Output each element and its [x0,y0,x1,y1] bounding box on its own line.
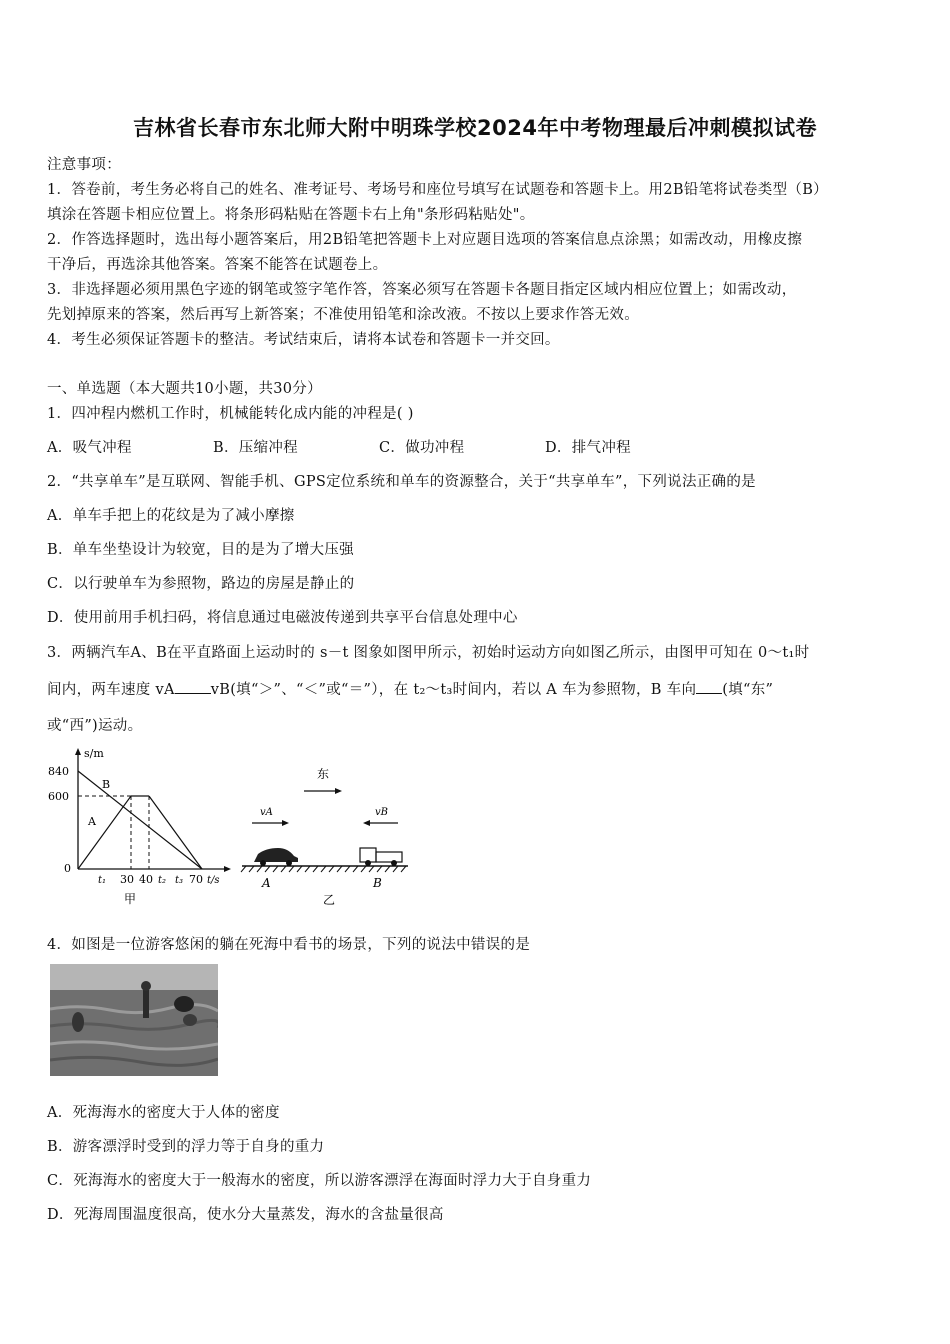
y-label: s/m [84,747,104,760]
notice-line: 2．作答选择题时，选出每小题答案后，用2B铅笔把答题卡上对应题目选项的答案信息点涂黑；如需改动，用橡皮擦 [47,232,803,248]
truck-cab [360,848,376,862]
car-a-wheel [286,860,292,866]
q4-option-c[interactable]: C．死海海水的密度大于一般海水的密度，所以游客漂浮在海面时浮力大于自身重力 [47,1173,592,1189]
line-a-fall [149,796,202,869]
x-tick-70: 70 [189,873,203,886]
swimmer-figure [143,990,149,1018]
east-arrow-head [335,788,342,794]
x-label: t/s [207,875,220,886]
q2-stem: 2．“共享单车”是互联网、智能手机、GPS定位系统和单车的资源整合，关于“共享单车”，下列说法正确的是 [47,474,756,490]
q2-option-a[interactable]: A．单车手把上的花纹是为了减小摩擦 [47,508,295,524]
notice-line: 1．答卷前，考生务必将自己的姓名、准考证号、考场号和座位号填写在试题卷和答题卡上。用2B铅笔将试卷类型（B） [47,182,828,198]
cars-diagram [236,762,416,910]
caption-jia: 甲 [124,892,137,905]
q1-option-d[interactable]: D．排气冲程 [545,440,631,456]
y-tick-600: 600 [48,790,69,803]
truck-bed [376,852,402,862]
car-a-wheel [260,860,266,866]
q1-stem: 1．四冲程内燃机工作时，机械能转化成内能的冲程是( ) [47,406,414,422]
q3-line1: 3．两辆汽车A、B在平直路面上运动时的 s－t 图象如图甲所示，初始时运动方向如图乙所示，由图甲可知在 0～t₁时 [47,645,810,661]
dead-sea-photo [50,964,218,1076]
notice-heading: 注意事项： [47,157,121,173]
notice-line: 填涂在答题卡相应位置上。将条形码粘贴在答题卡右上角"条形码粘贴处"。 [47,207,535,223]
q1-option-b[interactable]: B．压缩冲程 [213,440,298,456]
st-graph [44,745,234,905]
q1-option-c[interactable]: C．做功冲程 [379,440,465,456]
va-arrow-head [282,820,289,826]
q2-option-c[interactable]: C．以行驶单车为参照物，路边的房屋是静止的 [47,576,355,592]
photo-sky [50,964,218,990]
line-b [78,771,202,869]
label-a: A [88,815,96,828]
q3-line2-part3: (填“东” [722,682,774,698]
q2-option-d[interactable]: D．使用前用手机扫码，将信息通过电磁波传递到共享平台信息处理中心 [47,610,518,626]
caption-yi: 乙 [323,893,336,907]
car-a [254,848,298,862]
notice-line: 干净后，再选涂其他答案。答案不能答在试题卷上。 [47,257,388,273]
y-axis-arrow [75,748,81,755]
x-tick-t1: t₁ [98,875,107,886]
car-a-label: A [262,876,271,890]
q2-option-b[interactable]: B．单车坐垫设计为较宽，目的是为了增大压强 [47,542,354,558]
swimmer-figure [72,1012,84,1032]
q3-line2-part1: 间内，两车速度 vA [47,682,175,698]
east-label: 东 [317,767,330,781]
notice-line: 4．考生必须保证答题卡的整洁。考试结束后，请将本试卷和答题卡一并交回。 [47,332,560,348]
q4-option-b[interactable]: B．游客漂浮时受到的浮力等于自身的重力 [47,1139,325,1155]
vb-arrow-head [363,820,370,826]
x-tick-t2: t₂ [158,875,167,886]
q4-option-a[interactable]: A．死海海水的密度大于人体的密度 [47,1105,280,1121]
car-b-label: B [373,876,382,890]
truck-wheel [391,860,397,866]
x-tick-t3: t₃ [175,875,184,886]
va-label: vA [260,807,273,818]
swimmer-figure [174,996,194,1012]
y-tick-0: 0 [64,862,71,875]
q4-option-d[interactable]: D．死海周围温度很高，使水分大量蒸发，海水的含盐量很高 [47,1207,444,1223]
notice-line: 3．非选择题必须用黑色字迹的钢笔或签字笔作答，答案必须写在答题卡各题目指定区域内相应位置上；如需改动， [47,282,797,298]
notice-line: 先划掉原来的答案，然后再写上新答案；不准使用铅笔和涂改液。不按以上要求作答无效。 [47,307,639,323]
q3-blank-2[interactable] [696,681,722,694]
q3-line2-part2: vB(填“＞”、“＜”或“＝”），在 t₂～t₃时间内，若以 A 车为参照物，B 车向 [210,682,697,698]
label-b: B [102,778,111,791]
line-a-rise [78,796,131,869]
y-tick-840: 840 [48,765,69,778]
x-axis-arrow [224,866,231,872]
q4-stem: 4．如图是一位游客悠闲的躺在死海中看书的场景，下列的说法中错误的是 [47,937,531,953]
truck-wheel [365,860,371,866]
x-tick-30: 30 [120,873,134,886]
ground-hatch [241,866,406,872]
q1-option-a[interactable]: A．吸气冲程 [47,440,132,456]
page-title: 吉林省长春市东北师大附中明珠学校2024年中考物理最后冲刺模拟试卷 [133,116,817,140]
q1-options [47,436,711,457]
vb-label: vB [375,807,388,818]
q3-line3: 或“西”)运动。 [47,718,143,734]
q3-line2 [47,678,773,699]
q3-blank-1[interactable] [175,681,211,694]
x-tick-40: 40 [139,873,153,886]
section-heading: 一、单选题（本大题共10小题，共30分） [47,381,322,397]
